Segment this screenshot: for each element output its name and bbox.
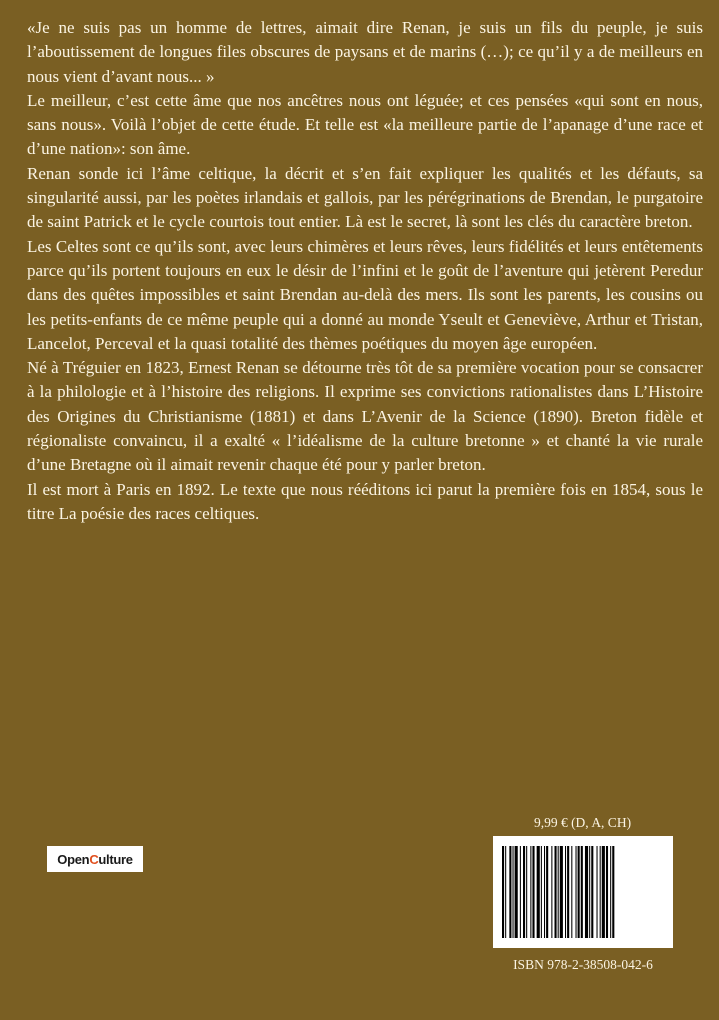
barcode-bar xyxy=(589,846,590,938)
isbn-label: ISBN 978-2-38508-042-6 xyxy=(513,957,653,972)
barcode-bar xyxy=(513,846,514,938)
barcode-bar xyxy=(560,846,563,938)
barcode-bar xyxy=(526,846,527,938)
barcode-bar xyxy=(578,846,580,938)
barcode-bar xyxy=(520,846,521,938)
paragraph-soul: Le meilleur, c’est cette âme que nos ancêtres nous ont léguée; et ces pensées «qui sont en nous, sans nous». Voilà l’objet de cette étude. Et telle est «la meilleure partie de l’apanage d’une race et d’une nation»: son âme. xyxy=(27,90,703,159)
barcode-graphic xyxy=(493,836,673,948)
barcode-bar xyxy=(532,846,534,938)
paragraph-death: Il est mort à Paris en 1892. Le texte que nous rééditons ici parut la première fois en 1854, sous le titre La poésie des races celtiques. xyxy=(27,479,703,523)
barcode-bar xyxy=(537,846,540,938)
paragraph-renan-study: Renan sonde ici l’âme celtique, la décrit et s’en fait expliquer les qualités et les défauts, sa singularité aussi, par les poètes irlandais et gallois, par les pérégrinations de Brendan, le purgatoire de saint Patrick et le cycle courtois tout entier. Là est le secret, là sont les clés du caractère breton. xyxy=(27,163,703,232)
barcode-bar xyxy=(515,846,518,938)
barcode-bar xyxy=(565,846,566,938)
paragraph-biography: Né à Tréguier en 1823, Ernest Renan se détourne très tôt de sa première vocation pour se consacrer à la philologie et à l’histoire des religions. Il exprime ses convictions rationalistes dans L’Histoire des Origines du Christianisme (1881) et dans L’Avenir de la Science (1890). Breton fidèle et régionaliste convaincu, il a exalté « l’idéalisme de la culture bretonne » et chanté la vie rurale d’une Bretagne où il aimait revenir chaque été pour y parler breton. xyxy=(27,358,703,475)
barcode-bar xyxy=(505,846,506,938)
barcode-bar xyxy=(541,846,542,938)
barcode-bar xyxy=(612,846,614,938)
barcode-bar xyxy=(597,846,598,938)
barcode-bar xyxy=(606,846,608,938)
barcode-bar xyxy=(576,846,577,938)
barcode-bar xyxy=(567,846,569,938)
barcode-bar xyxy=(523,846,525,938)
barcode-bar xyxy=(502,846,504,938)
back-cover-text xyxy=(27,16,703,526)
barcode-bar xyxy=(600,846,601,938)
barcode-bar xyxy=(581,846,583,938)
price-label: 9,99 € (D, A, CH) xyxy=(533,815,632,830)
barcode-bar xyxy=(509,846,511,938)
barcode-bar xyxy=(544,846,545,938)
isbn-barcode xyxy=(493,836,673,948)
barcode-bar xyxy=(546,846,548,938)
barcode-bar xyxy=(602,846,605,938)
barcode-bar xyxy=(585,846,588,938)
paragraph-celts: Les Celtes sont ce qu’ils sont, avec leurs chimères et leurs rêves, leurs fidélités et leurs entêtements parce qu’ils portent toujours en eux le désir de l’infini et le goût de l’aventure qui jetèrent Peredur dans des quêtes impossibles et saint Brendan au-delà des mers. Ils sont les parents, les cousins ou les petits-enfants de ce même peuple qui a donné au monde Yseult et Geneviève, Arthur et Tristan, Lancelot, Perceval et la quasi totalité des thèmes poétiques du moyen âge européen. xyxy=(27,236,703,353)
barcode-bar xyxy=(530,846,531,938)
barcode-bar xyxy=(558,846,559,938)
barcode-bar xyxy=(551,846,552,938)
barcode-bar xyxy=(591,846,593,938)
barcode-bar xyxy=(610,846,611,938)
paragraph-quote: «Je ne suis pas un homme de lettres, aimait dire Renan, je suis un fils du peuple, je suis l’aboutissement de longues files obscures de paysans et de marins (…); ce qu’il y a de meilleurs en nous vient d’avant nous... » xyxy=(27,18,703,86)
barcode-bar xyxy=(571,846,572,938)
barcode-bar xyxy=(555,846,557,938)
publisher-logo: Open C ulture xyxy=(47,846,143,872)
